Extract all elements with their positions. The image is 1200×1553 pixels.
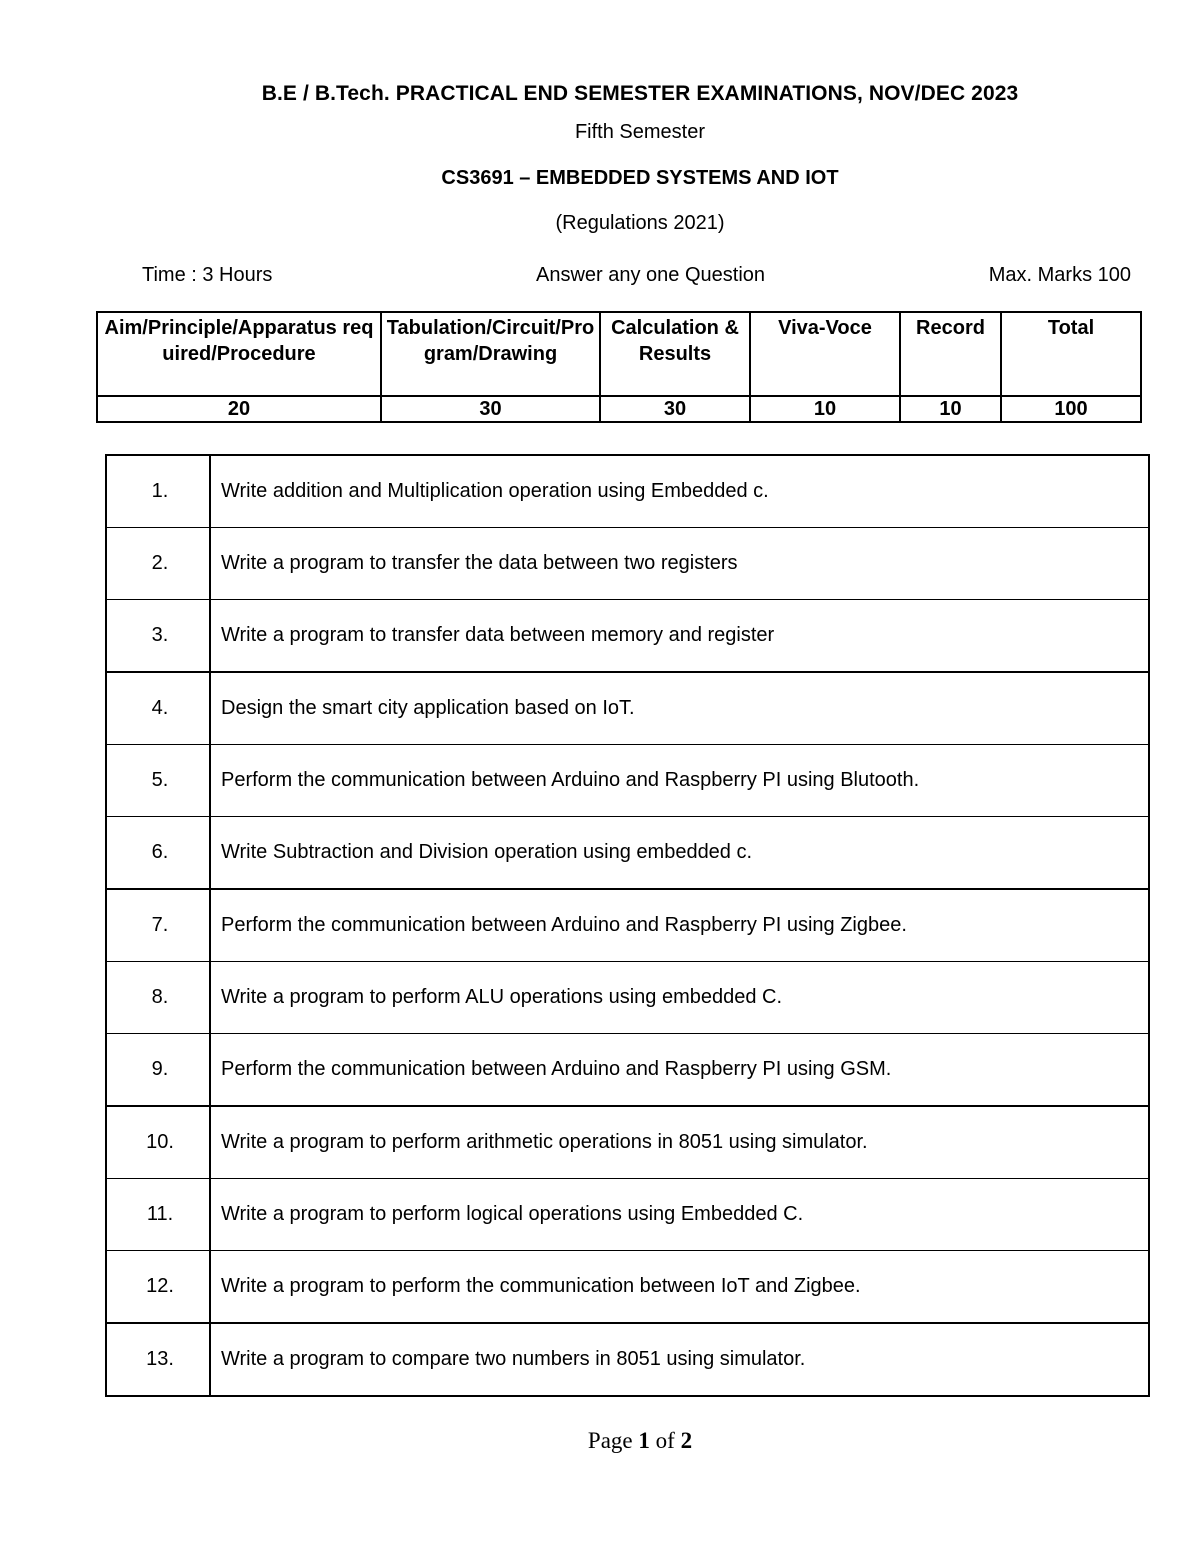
question-text: Perform the communication between Arduino and Raspberry PI using Zigbee. [210, 889, 1149, 962]
question-row [106, 1106, 1149, 1179]
marks-header-cell: Aim/Principle/Apparatus required/Procedure [97, 312, 381, 396]
marks-value-cell: 30 [381, 396, 600, 422]
question-number: 12. [106, 1251, 210, 1324]
page-footer [0, 1428, 1200, 1454]
question-row [106, 1323, 1149, 1396]
question-text: Write a program to compare two numbers in 8051 using simulator. [210, 1323, 1149, 1396]
question-text: Write a program to perform arithmetic operations in 8051 using simulator. [210, 1106, 1149, 1179]
marks-header-cell: Record [900, 312, 1001, 396]
question-row [106, 817, 1149, 890]
marks-value-cell: 30 [600, 396, 750, 422]
question-text: Write Subtraction and Division operation using embedded c. [210, 817, 1149, 890]
marks-header-row [97, 312, 1141, 396]
question-row [106, 1251, 1149, 1324]
question-text: Write a program to transfer the data between two registers [210, 528, 1149, 600]
question-number: 4. [106, 672, 210, 745]
question-text: Write a program to transfer data between memory and register [210, 600, 1149, 673]
question-text: Perform the communication between Arduino and Raspberry PI using GSM. [210, 1034, 1149, 1107]
question-text: Design the smart city application based on IoT. [210, 672, 1149, 745]
max-marks-label: Max. Marks 100 [988, 264, 1131, 286]
page-current-number: 1 [638, 1428, 650, 1453]
course-title: CS3691 – EMBEDDED SYSTEMS AND IOT [441, 167, 839, 189]
time-label: Time : 3 Hours [142, 264, 273, 286]
marks-header-cell: Viva-Voce [750, 312, 900, 396]
regulations-label: (Regulations 2021) [555, 212, 725, 234]
question-text: Write a program to perform the communication between IoT and Zigbee. [210, 1251, 1149, 1324]
question-number: 3. [106, 600, 210, 673]
marks-header-cell: Calculation & Results [600, 312, 750, 396]
page-total-number: 2 [680, 1428, 693, 1453]
semester-label: Fifth Semester [574, 121, 706, 143]
question-row [106, 889, 1149, 962]
question-text: Write a program to perform ALU operations using embedded C. [210, 962, 1149, 1034]
marks-header-cell: Tabulation/Circuit/Program/Drawing [381, 312, 600, 396]
marks-distribution-table [96, 311, 1142, 423]
question-number: 13. [106, 1323, 210, 1396]
question-number: 10. [106, 1106, 210, 1179]
question-number: 1. [106, 455, 210, 528]
question-row [106, 1034, 1149, 1107]
question-number: 2. [106, 528, 210, 600]
question-number: 6. [106, 817, 210, 890]
question-number: 11. [106, 1179, 210, 1251]
marks-value-cell: 10 [900, 396, 1001, 422]
question-row [106, 455, 1149, 528]
question-row [106, 745, 1149, 817]
page-word: Page [587, 1428, 633, 1453]
marks-value-cell: 100 [1001, 396, 1141, 422]
instruction-label: Answer any one Question [536, 264, 766, 286]
question-row [106, 962, 1149, 1034]
question-row [106, 672, 1149, 745]
question-number: 8. [106, 962, 210, 1034]
of-word: of [655, 1428, 675, 1453]
question-row [106, 528, 1149, 600]
question-row [106, 1179, 1149, 1251]
exam-title: B.E / B.Tech. PRACTICAL END SEMESTER EXAMINATIONS, NOV/DEC 2023 [261, 82, 1019, 105]
question-table [105, 454, 1150, 1397]
marks-values-row [97, 396, 1141, 422]
question-number: 9. [106, 1034, 210, 1107]
question-number: 7. [106, 889, 210, 962]
marks-header-cell: Total [1001, 312, 1141, 396]
question-row [106, 600, 1149, 673]
question-text: Write a program to perform logical operations using Embedded C. [210, 1179, 1149, 1251]
question-number: 5. [106, 745, 210, 817]
marks-value-cell: 10 [750, 396, 900, 422]
question-text: Perform the communication between Arduino and Raspberry PI using Blutooth. [210, 745, 1149, 817]
marks-value-cell: 20 [97, 396, 381, 422]
question-text: Write addition and Multiplication operation using Embedded c. [210, 455, 1149, 528]
